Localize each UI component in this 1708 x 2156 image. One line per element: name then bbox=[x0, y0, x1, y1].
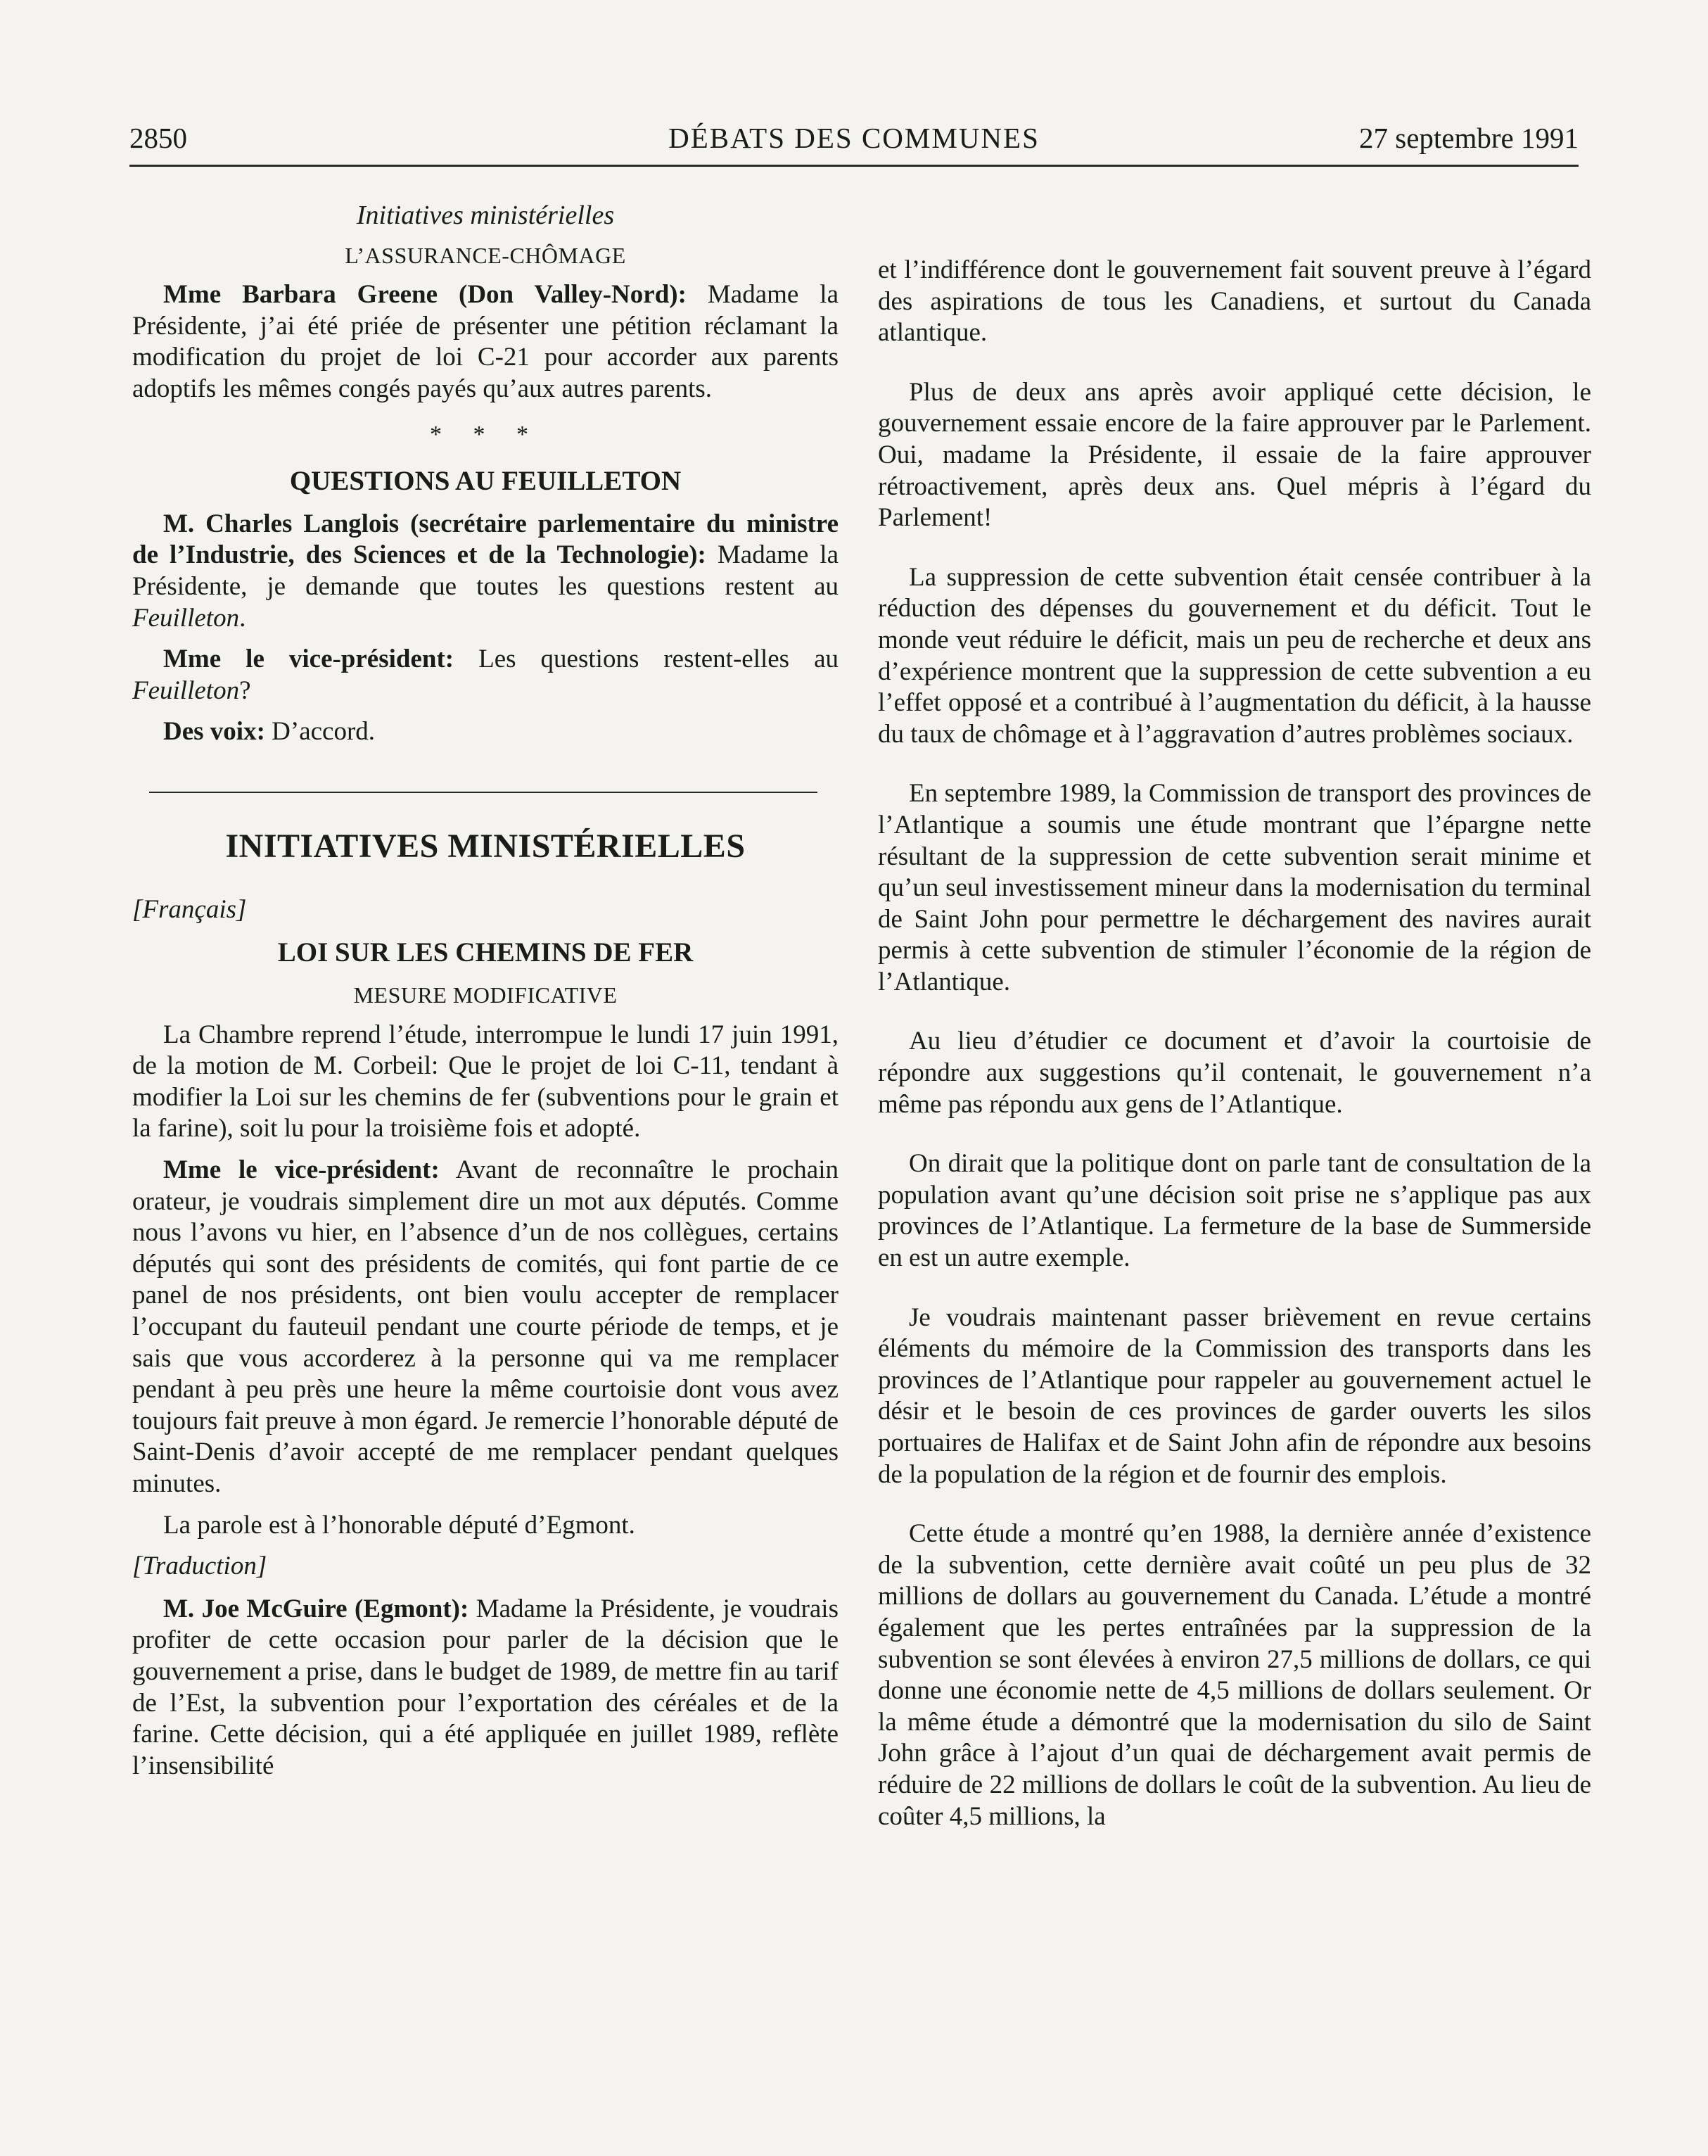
heading-loi-chemins-de-fer: LOI SUR LES CHEMINS DE FER bbox=[277, 937, 694, 968]
heading-assurance-chomage: L’ASSURANCE-CHÔMAGE bbox=[345, 242, 626, 268]
punctuation: . bbox=[239, 603, 246, 633]
header-date: 27 septembre 1991 bbox=[1359, 122, 1579, 154]
section-separator: * * * bbox=[430, 421, 541, 448]
heading-initiatives-ministerielles: INITIATIVES MINISTÉRIELLES bbox=[225, 827, 746, 865]
speech-text: Madame la Présidente, je voudrais profiter de cette occasion pour parler de la décision que le gouvernement a prise, dans le budget de 1989, de mettre fin au tarif de l’Est, la subvention pour l’exportation des céréales et de la farine. Cette décision, qui a été appliquée en juillet 1989, reflète l’insensibilité bbox=[132, 1594, 839, 1780]
punctuation: ? bbox=[239, 676, 251, 705]
paragraph-commission-1989: En septembre 1989, la Commission de transport des provinces de l’Atlantique a soumis une étude montrant que l’épargne nette résultant de la suppression de cette subvention serait minime et qu’un seul investissement mineur dans la modernisation du terminal de Saint John pour permettre le déchargement des navires aurait permis à cette subvention de stimuler l’économie de la région de l’Atlantique. bbox=[878, 779, 1591, 996]
rubric: Initiatives ministérielles bbox=[356, 201, 615, 230]
right-column bbox=[878, 255, 1591, 1832]
speech-text: Madame la Présidente, je demande que toutes les questions restent au bbox=[132, 540, 839, 601]
paragraph-des-voix bbox=[132, 716, 839, 748]
paragraph-vice-president-2 bbox=[132, 1155, 839, 1500]
header-rule bbox=[129, 165, 1579, 167]
paragraph-etude-1988: Cette étude a montré qu’en 1988, la dernière année d’existence de la subvention, cette dernière avait coûté un peu plus de 32 millions de dollars au gouvernement du Canada. L’étude a montré également que les pertes entraînées par la suppression de la subvention se sont élevées à environ 27,5 millions de dollars, ce qui donne une économie nette de 4,5 millions de dollars seulement. Or la même étude a démontré que la modernisation du silo de Saint John grâce à l’ajout d’un quai de déchargement avait permis de réduire de 22 millions de dollars le coût de la subvention. Au lieu de coûter 4,5 millions, la bbox=[878, 1519, 1591, 1831]
italic-term: Feuilleton bbox=[132, 603, 240, 633]
language-marker-traduction: [Traduction] bbox=[132, 1552, 267, 1581]
speaker-name: Des voix: bbox=[163, 717, 265, 747]
paragraph-courtoisie: Au lieu d’étudier ce document et d’avoir la courtoisie de répondre aux suggestions qu’il contenait, le gouvernement n’a même pas répondu aux gens de l’Atlantique. bbox=[878, 1027, 1591, 1119]
paragraph-consultation: On dirait que la politique dont on parle tant de consultation de la population avant qu’une décision soit prise ne s’applique pas aux provinces de l’Atlantique. La fermeture de la base de Summerside en est un autre exemple. bbox=[878, 1149, 1591, 1273]
paragraph-vice-president-1 bbox=[132, 644, 839, 706]
heading-mesure-modificative: MESURE MODIFICATIVE bbox=[353, 982, 618, 1008]
speech-text: Avant de reconnaître le prochain orateur, je voudrais simplement dire un mot aux députés. Comme nous l’avons vu hier, en l’absence d’un de nos collègues, certains députés qui sont des présidents de comités, qui font partie de ce panel de nos présidents, ont bien voulu accepter de remplacer l’occupant du fauteuil pendant une courte période de temps, et je sais que vous accorderez à la personne qui va me remplacer pendant à peu près une heure la même courtoisie dont vous avez toujours fait preuve à mon égard. Je remercie l’honorable député de Saint-Denis d’avoir accepté de me remplacer pendant quelques minutes. bbox=[132, 1155, 839, 1498]
paragraph-memoire: Je voudrais maintenant passer brièvement en revue certains éléments du mémoire de la Commission des transports dans les provinces de l’Atlantique pour rappeler au gouvernement actuel le désir et le besoin de ces provinces de garder ouverts les silos portuaires de Halifax et de Saint John afin de répondre aux besoins de la population de la région et de fournir des emplois. bbox=[878, 1302, 1591, 1489]
running-title: DÉBATS DES COMMUNES bbox=[668, 122, 1040, 154]
speaker-name: M. Charles Langlois (secrétaire parlementaire du ministre de l’Industrie, des Sciences et de la Technologie): bbox=[132, 509, 839, 570]
paragraph-continuation: et l’indifférence dont le gouvernement fait souvent preuve à l’égard des aspirations de tous les Canadiens, et surtout du Canada atlantique. bbox=[878, 255, 1591, 348]
speaker-name: M. Joe McGuire (Egmont): bbox=[163, 1594, 469, 1623]
paragraph-parole: La parole est à l’honorable député d’Egmont. bbox=[163, 1510, 635, 1540]
paragraph-parlement: Plus de deux ans après avoir appliqué cette décision, le gouvernement essaie encore de la faire approuver par le Parlement. Oui, madame la Présidente, il essaie de la faire approuver rétroactivement, après deux ans. Quel mépris à l’égard du Parlement! bbox=[878, 377, 1591, 533]
paragraph-motion: La Chambre reprend l’étude, interrompue le lundi 17 juin 1991, de la motion de M. Corbeil: Que le projet de loi C-11, tendant à modifier la Loi sur les chemins de fer (subventions pour le grain et la farine), soit lu pour la troisième fois et adopté. bbox=[132, 1020, 839, 1143]
paragraph-suppression: La suppression de cette subvention était censée contribuer à la réduction des dépenses du gouvernement et du déficit. Tout le monde veut réduire le déficit, mais un peu de recherche et deux ans d’expérience montrent que la suppression de cette subvention a eu l’effet opposé et a contribué à l’augmentation du déficit, à la hausse du taux de chômage et à l’aggravation d’autres problèmes sociaux. bbox=[878, 562, 1591, 749]
paragraph-greene bbox=[132, 279, 839, 405]
speech-text: D’accord. bbox=[265, 717, 376, 747]
left-column bbox=[132, 200, 839, 1782]
speech-text: Les questions restent-elles au bbox=[454, 645, 839, 674]
paragraph-langlois bbox=[132, 509, 839, 634]
paragraph-mcguire bbox=[132, 1594, 839, 1782]
section-rule bbox=[149, 792, 817, 793]
language-marker-francais: [Français] bbox=[132, 894, 247, 924]
italic-term: Feuilleton bbox=[132, 676, 240, 705]
speaker-name: Mme le vice-président: bbox=[163, 1155, 440, 1185]
heading-questions-feuilleton: QUESTIONS AU FEUILLETON bbox=[289, 466, 682, 497]
speaker-name: Mme le vice-président: bbox=[163, 645, 454, 674]
page-number: 2850 bbox=[129, 122, 187, 154]
speech-text: Madame la Présidente, j’ai été priée de présenter une pétition réclamant la modification du projet de loi C-21 pour accorder aux parents adoptifs les mêmes congés payés qu’aux autres parents. bbox=[132, 280, 839, 403]
speaker-name: Mme Barbara Greene (Don Valley-Nord): bbox=[163, 280, 687, 310]
